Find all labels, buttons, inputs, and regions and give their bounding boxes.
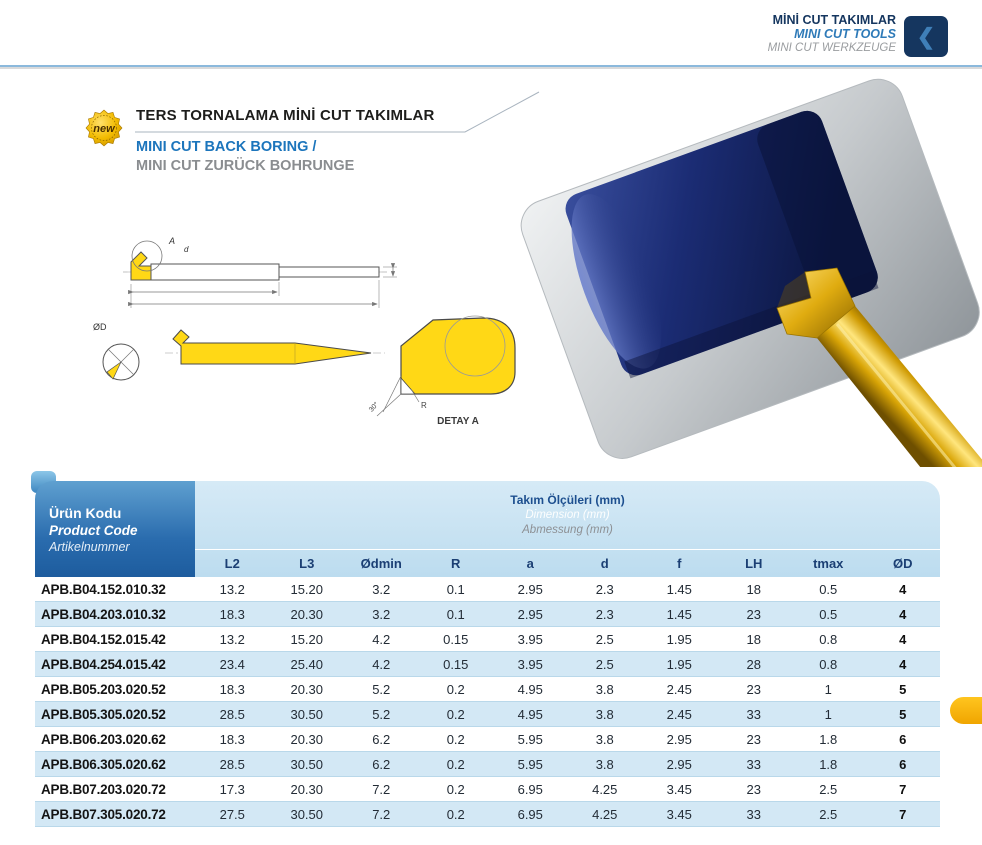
detail-a-drawing [367,316,515,427]
value-cell: 23 [746,606,761,622]
value-cell: 2.5 [819,806,838,822]
value-cell: 3.95 [517,656,543,672]
value-cell: 3.45 [666,781,692,797]
value-cell: 4 [899,656,907,672]
side-view-drawing [123,236,397,308]
front-view-label: ØD [93,322,107,332]
table-row [35,802,940,827]
technical-drawing [85,226,565,428]
table-row [35,577,940,602]
value-cell: 18 [746,631,761,647]
value-cell: 1 [824,706,832,722]
product-code: APB.B04.254.015.42 [41,656,166,672]
value-cell: 23.4 [219,656,245,672]
page-header [768,13,896,55]
product-header-tr: Ürün Kodu [49,504,122,521]
product-code: APB.B07.203.020.72 [41,781,166,797]
front-view-drawing [93,322,139,380]
value-cell: 20.30 [290,781,324,797]
value-cell: 6.2 [372,756,391,772]
table-row [35,727,940,752]
value-cell: 1.95 [666,656,692,672]
value-cell: 28 [746,656,761,672]
value-cell: 18.3 [219,606,245,622]
value-cell: 1.8 [819,756,838,772]
column-header-9: ØD [893,556,913,571]
value-cell: 33 [746,806,761,822]
value-cell: 18 [746,581,761,597]
value-cell: 2.95 [666,756,692,772]
value-cell: 4 [899,631,907,647]
value-cell: 6 [899,731,907,747]
value-cell: 6.95 [517,781,543,797]
value-cell: 3.8 [595,681,614,697]
section-tab-marker [904,16,948,57]
page-title: TERS TORNALAMA MİNİ CUT TAKIMLAR [136,107,435,124]
value-cell: 17.3 [219,781,245,797]
dimensions-title [195,481,940,549]
value-cell: 4 [899,581,907,597]
value-cell: 2.45 [666,706,692,722]
value-cell: 2.95 [517,606,543,622]
detail-caption: DETAY A [437,416,479,427]
table-row [35,602,940,627]
value-cell: 0.2 [446,781,465,797]
product-header-de: Artikelnummer [49,539,130,554]
value-cell: 2.3 [595,581,614,597]
subtitle-en: MINI CUT BACK BORING / [136,139,317,155]
value-cell: 13.2 [219,631,245,647]
value-cell: 0.8 [819,631,838,647]
value-cell: 5.2 [372,681,391,697]
spec-table-body [35,577,940,827]
value-cell: 30.50 [290,756,324,772]
value-cell: 13.2 [219,581,245,597]
value-cell: 5.2 [372,706,391,722]
value-cell: 0.2 [446,681,465,697]
value-cell: 3.45 [666,806,692,822]
angle-label: 30° [368,401,381,414]
value-cell: 2.5 [595,631,614,647]
value-cell: 18.3 [219,731,245,747]
value-cell: 1.95 [666,631,692,647]
value-cell: 1.45 [666,606,692,622]
value-cell: 3.2 [372,581,391,597]
product-code: APB.B07.305.020.72 [41,806,166,822]
value-cell: 28.5 [219,706,245,722]
value-cell: 33 [746,756,761,772]
value-cell: 0.5 [819,581,838,597]
product-code-header [35,481,195,577]
value-cell: 25.40 [290,656,324,672]
value-cell: 15.20 [290,581,324,597]
value-cell: 20.30 [290,606,324,622]
spec-table [35,481,940,827]
table-header [35,481,940,577]
value-cell: 20.30 [290,681,324,697]
dim-d-label: d [184,245,189,254]
value-cell: 4 [899,606,907,622]
column-header-2: Ødmin [360,556,402,571]
product-code: APB.B05.305.020.52 [41,706,166,722]
value-cell: 5.95 [517,756,543,772]
value-cell: 27.5 [219,806,245,822]
dim-header-de: Abmessung (mm) [522,523,613,536]
product-code: APB.B05.203.020.52 [41,681,166,697]
new-badge-icon [85,109,123,147]
subtitle-de: MINI CUT ZURÜCK BOHRUNGE [136,158,355,174]
value-cell: 18.3 [219,681,245,697]
header-title-tr: MİNİ CUT TAKIMLAR [772,13,896,27]
value-cell: 6.95 [517,806,543,822]
table-row [35,652,940,677]
table-row [35,777,940,802]
column-header-row [195,549,940,577]
tool-profile-drawing [165,330,385,364]
table-row [35,752,940,777]
value-cell: 28.5 [219,756,245,772]
value-cell: 23 [746,781,761,797]
table-row [35,627,940,652]
value-cell: 0.2 [446,806,465,822]
header-title-de: MINI CUT WERKZEUGE [767,42,896,54]
callout-label: A [169,236,176,246]
value-cell: 2.5 [819,781,838,797]
value-cell: 7.2 [372,806,391,822]
value-cell: 15.20 [290,631,324,647]
value-cell: 2.95 [666,731,692,747]
value-cell: 2.45 [666,681,692,697]
value-cell: 20.30 [290,731,324,747]
title-decor-line [135,88,545,138]
header-divider [0,65,982,67]
value-cell: 2.95 [517,581,543,597]
value-cell: 23 [746,731,761,747]
column-header-5: d [600,556,609,571]
product-code: APB.B04.152.010.32 [41,581,166,597]
table-row [35,677,940,702]
value-cell: 7 [899,781,907,797]
value-cell: 3.8 [595,706,614,722]
value-cell: 23 [746,681,761,697]
value-cell: 0.2 [446,731,465,747]
value-cell: 30.50 [290,806,324,822]
value-cell: 7.2 [372,781,391,797]
radius-label: R [421,401,427,410]
value-cell: 0.2 [446,706,465,722]
dimensions-header [195,481,940,577]
column-header-4: a [526,556,534,571]
value-cell: 0.8 [819,656,838,672]
column-header-6: f [677,556,682,571]
value-cell: 6.2 [372,731,391,747]
column-header-3: R [451,556,461,571]
product-header-en: Product Code [49,522,138,538]
value-cell: 5 [899,706,907,722]
product-render [505,72,982,467]
column-header-7: LH [745,556,763,571]
dim-header-en: Dimension (mm) [525,508,610,521]
value-cell: 1.8 [819,731,838,747]
value-cell: 4.95 [517,706,543,722]
product-code: APB.B06.305.020.62 [41,756,166,772]
value-cell: 4.25 [592,781,618,797]
chevron-left-icon: ❮ [916,23,936,49]
dim-header-tr: Takım Ölçüleri (mm) [510,492,625,507]
column-header-0: L2 [224,556,240,571]
value-cell: 4.95 [517,681,543,697]
value-cell: 7 [899,806,907,822]
header-title-en: MINI CUT TOOLS [794,27,896,41]
table-row [35,702,940,727]
product-code: APB.B04.203.010.32 [41,606,166,622]
column-header-8: tmax [813,556,844,571]
value-cell: 0.15 [443,656,469,672]
value-cell: 30.50 [290,706,324,722]
value-cell: 0.2 [446,756,465,772]
value-cell: 3.2 [372,606,391,622]
value-cell: 6 [899,756,907,772]
value-cell: 0.1 [446,581,465,597]
column-header-1: L3 [299,556,315,571]
value-cell: 3.95 [517,631,543,647]
value-cell: 0.1 [446,606,465,622]
product-code: APB.B06.203.020.62 [41,731,166,747]
value-cell: 2.3 [595,606,614,622]
value-cell: 2.5 [595,656,614,672]
value-cell: 3.8 [595,731,614,747]
value-cell: 1.45 [666,581,692,597]
value-cell: 4.2 [372,631,391,647]
value-cell: 3.8 [595,756,614,772]
value-cell: 4.2 [372,656,391,672]
new-badge-label: new [93,123,115,135]
value-cell: 33 [746,706,761,722]
product-code: APB.B04.152.015.42 [41,631,166,647]
value-cell: 5.95 [517,731,543,747]
value-cell: 0.5 [819,606,838,622]
value-cell: 1 [824,681,832,697]
value-cell: 0.15 [443,631,469,647]
value-cell: 5 [899,681,907,697]
value-cell: 4.25 [592,806,618,822]
page-index-tab [950,697,982,724]
